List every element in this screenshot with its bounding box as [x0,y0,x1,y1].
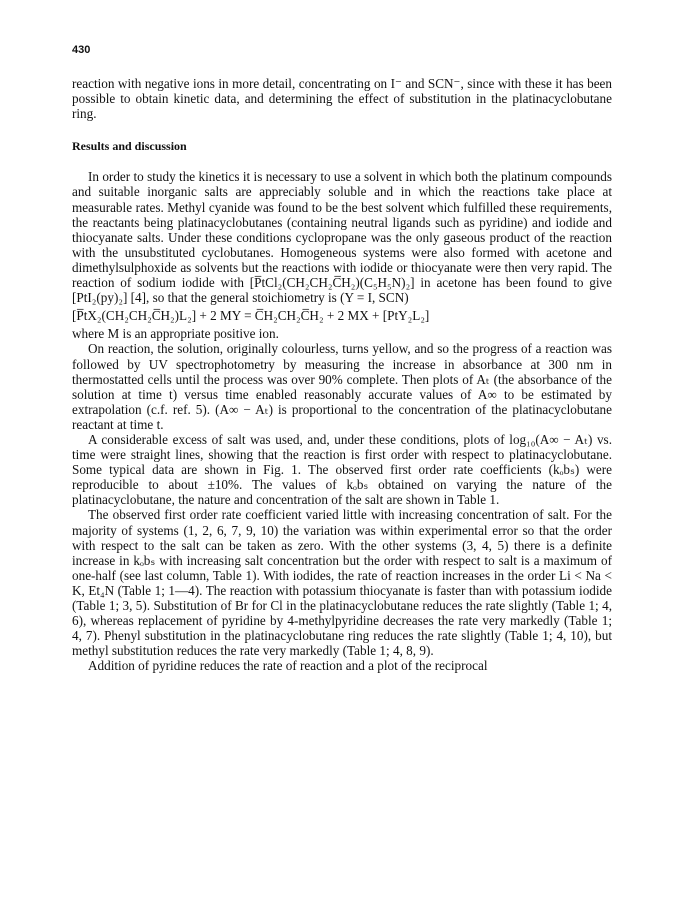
paragraph-kinetics-solvent: In order to study the kinetics it is necessary to use a solvent in which both the platinum compounds and suitable inorganic salts are appreciably soluble and in which the reactions take place at measurable rates. Methyl cyanide was found to be the best solvent which fulfilled these requirements, the reactants being platinacyclobutanes (containing neutral ligands such as pyridine) and iodide and thiocyanate salts. Under these conditions cyclopropane was the only gaseous product of the reaction with the unsubstituted cyclobutanes. Homogeneous systems were also formed with acetone and dimethylsulphoxide as solvents but the reactions with iodide or thiocyanate were then very rapid. The reaction of sodium iodide with [P̅tCl₂(CH₂CH₂C̅H₂)(C₅H₅N)₂] in acetone has been found to give [PtI₂(py)₂] [4], so that the general stoichiometry is (Y = I, SCN) [72,169,612,306]
paragraph-uv-spectrophotometry: On reaction, the solution, originally colourless, turns yellow, and so the progress of a reaction was followed by UV spectrophotometry by measuring the increase in absorbance at 300 nm in thermostatted cells until the process was over 90% complete. Then plots of Aₜ (the absorbance of the solution at time t) versus time enabled reasonably accurate values of A∞ to be estimated by extrapolation (c.f. ref. 5). (A∞ − Aₜ) is proportional to the concentration of the platinacyclobutane reactant at time t. [72,341,612,432]
stoichiometry-equation: [P̅tX₂(CH₂CH₂C̅H₂)L₂] + 2 MY = C̅H₂CH₂C̅H₂ + 2 MX + [PtY₂L₂] [72,308,430,324]
paragraph-first-order: A considerable excess of salt was used, and, under these conditions, plots of log₁₀(A∞ − Aₜ) vs. time were straight lines, showing that the reaction is first order with respect to platinacyclobutane. Some typical data are shown in Fig. 1. The observed first order rate coefficients (kₒbₛ) were reproducible to about ±10%. The values of kₒbₛ obtained on varying the nature of the platinacyclobutane, the nature and concentration of the salt are shown in Table 1. [72,431,612,508]
article-body [72,76,612,673]
intro-paragraph: reaction with negative ions in more detail, concentrating on I⁻ and SCN⁻, since with these it has been possible to obtain kinetic data, and determining the effect of substitution in the platinacyclobutane ring. [72,76,612,122]
paragraph-salt-concentration: The observed first order rate coefficient varied little with increasing concentration of salt. For the majority of systems (1, 2, 6, 7, 9, 10) the variation was within experimental error so that the order with respect to the salt can be taken as zero. With the other systems (3, 4, 5) there is a definite increase in kₒbₛ with increasing salt concentration but the order with respect to salt is a maximum of one-half (see last column, Table 1). With iodides, the rate of reaction increases in the order Li < Na < K, Et₄N (Table 1; 1—4). The reaction with potassium thiocyanate is faster than with potassium iodide (Table 1; 3, 5). Substitution of Br for Cl in the platinacyclobutane reduces the rate slightly (Table 1; 4, 6), whereas replacement of pyridine by 4-methylpyridine decreases the rate very markedly (Table 1; 4, 7). Phenyl substitution in the platinacyclobutane ring reduces the rate slightly (Table 1; 4, 10), but methyl substitution reduces the rate very markedly (Table 1; 4, 8, 9). [72,507,612,659]
section-heading: Results and discussion [72,139,187,154]
page-number: 430 [72,44,91,56]
paragraph-pyridine-addition: Addition of pyridine reduces the rate of reaction and a plot of the reciprocal [88,658,488,674]
paragraph-positive-ion: where M is an appropriate positive ion. [72,326,279,342]
